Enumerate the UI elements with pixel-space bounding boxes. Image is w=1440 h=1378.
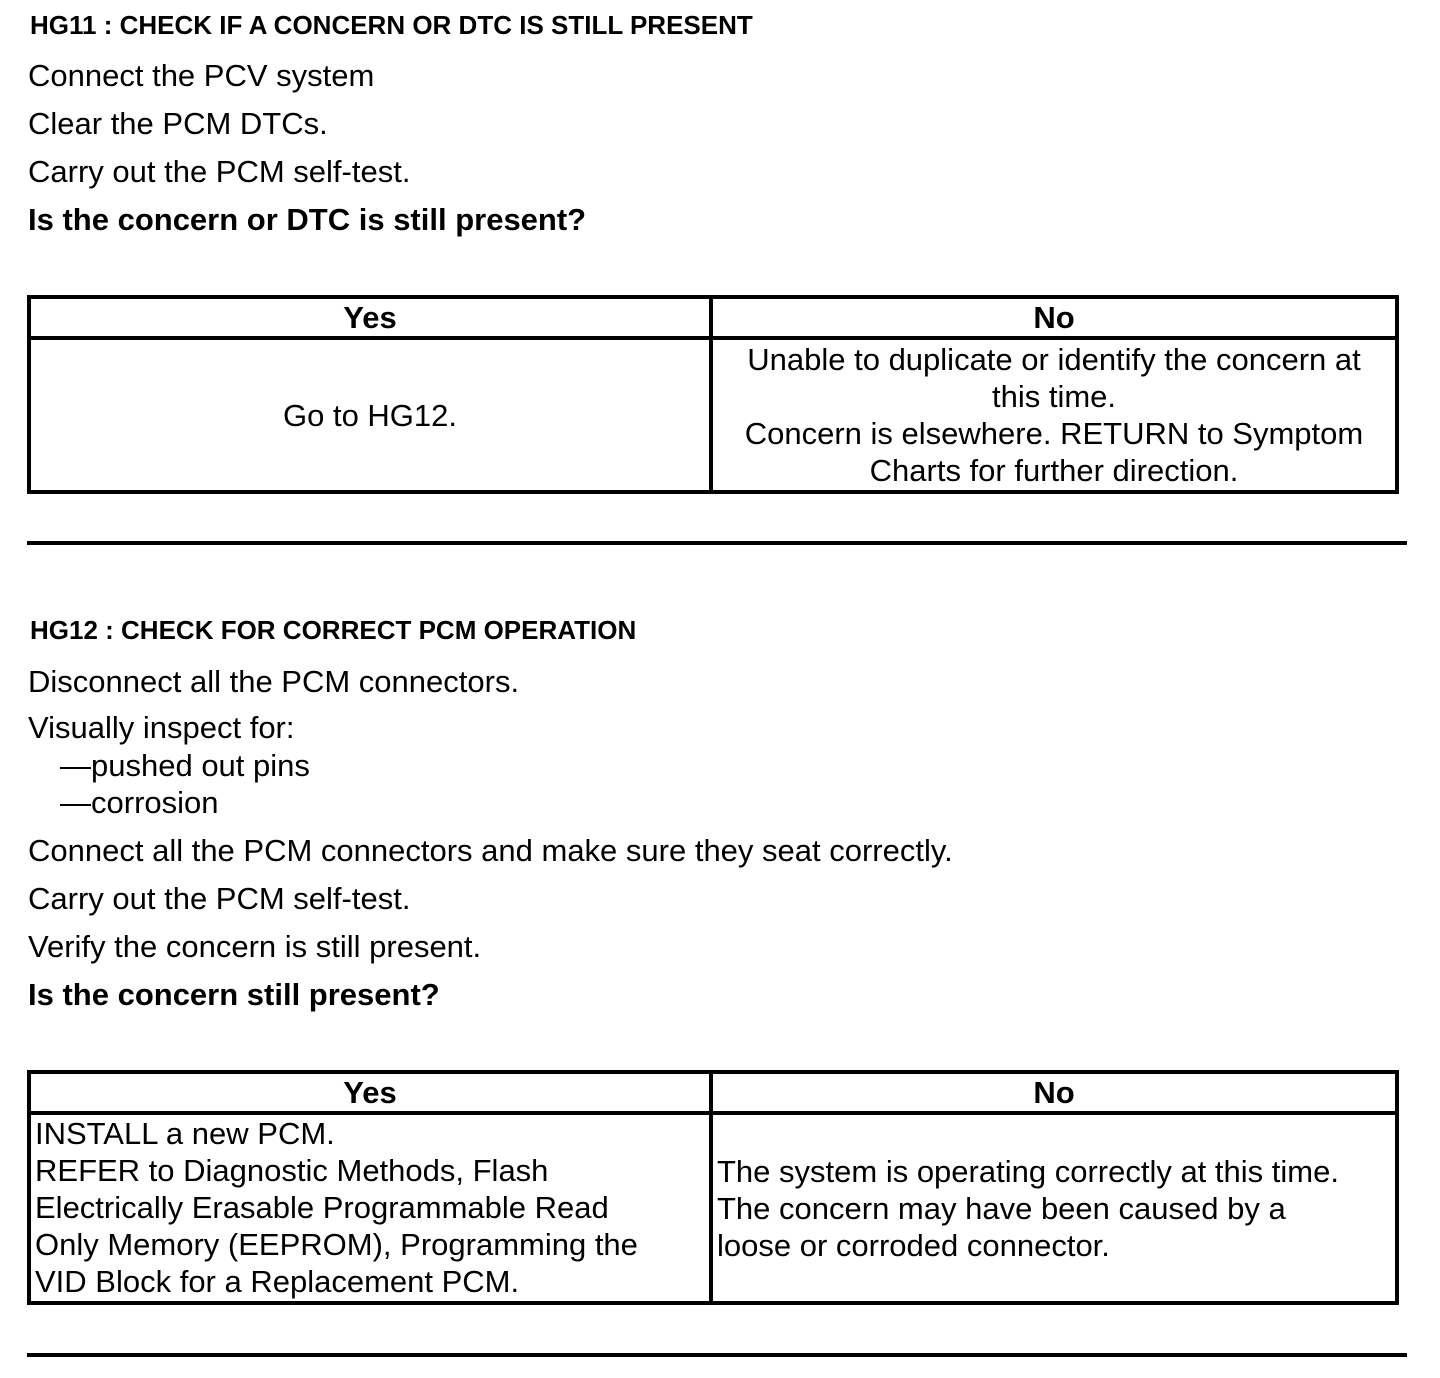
hg12-yes-header: Yes [29, 1072, 711, 1113]
hg12-yes-line: Electrically Erasable Programmable Read [35, 1190, 609, 1225]
hg12-no-header: No [711, 1072, 1397, 1113]
hg12-yes-cell [29, 1113, 711, 1303]
hg11-step-connect-pcv: Connect the PCV system [28, 58, 375, 93]
hg11-no-line: Unable to duplicate or identify the concern at [747, 342, 1361, 377]
hg12-question: Is the concern still present? [28, 977, 440, 1012]
hg11-title: HG11 : CHECK IF A CONCERN OR DTC IS STILL PRESENT [30, 10, 753, 40]
hg12-no-line: The concern may have been caused by a [717, 1190, 1286, 1226]
hg12-inspect-item-pins: —pushed out pins [60, 748, 310, 783]
hg12-title: HG12 : CHECK FOR CORRECT PCM OPERATION [30, 615, 637, 645]
section-divider [27, 541, 1407, 545]
hg11-no-cell [711, 338, 1397, 492]
hg11-no-line: Charts for further direction. [869, 453, 1239, 488]
hg11-step-self-test: Carry out the PCM self-test. [28, 154, 411, 189]
hg11-no-header: No [711, 297, 1397, 338]
hg11-yes-header: Yes [29, 297, 711, 338]
hg12-no-cell [711, 1113, 1397, 1303]
section-divider [27, 1353, 1407, 1357]
hg12-inspect-intro: Visually inspect for: [28, 710, 295, 745]
hg11-question: Is the concern or DTC is still present? [28, 202, 587, 237]
hg11-yes-cell [29, 338, 711, 492]
hg12-no-line: loose or corroded connector. [717, 1227, 1110, 1263]
hg11-step-clear-dtcs: Clear the PCM DTCs. [28, 106, 328, 141]
hg12-step-verify: Verify the concern is still present. [28, 929, 482, 964]
hg11-no-line: Concern is elsewhere. RETURN to Symptom [744, 416, 1364, 451]
hg12-yes-line: INSTALL a new PCM. [35, 1116, 335, 1151]
hg12-step-self-test: Carry out the PCM self-test. [28, 881, 411, 916]
hg12-decision-table [27, 1070, 1399, 1305]
hg12-yes-line: Only Memory (EEPROM), Programming the [35, 1227, 638, 1262]
hg11-decision-table [27, 295, 1399, 494]
hg12-yes-line: REFER to Diagnostic Methods, Flash [35, 1153, 549, 1188]
hg12-step-disconnect: Disconnect all the PCM connectors. [28, 664, 520, 699]
hg12-yes-line: VID Block for a Replacement PCM. [35, 1264, 520, 1299]
hg12-inspect-item-corrosion: —corrosion [60, 785, 219, 820]
hg12-step-connect: Connect all the PCM connectors and make sure they seat correctly. [28, 833, 953, 868]
hg11-yes-text: Go to HG12. [282, 397, 458, 433]
hg12-no-line: The system is operating correctly at this time. [717, 1153, 1339, 1189]
hg11-no-line: this time. [991, 379, 1117, 414]
